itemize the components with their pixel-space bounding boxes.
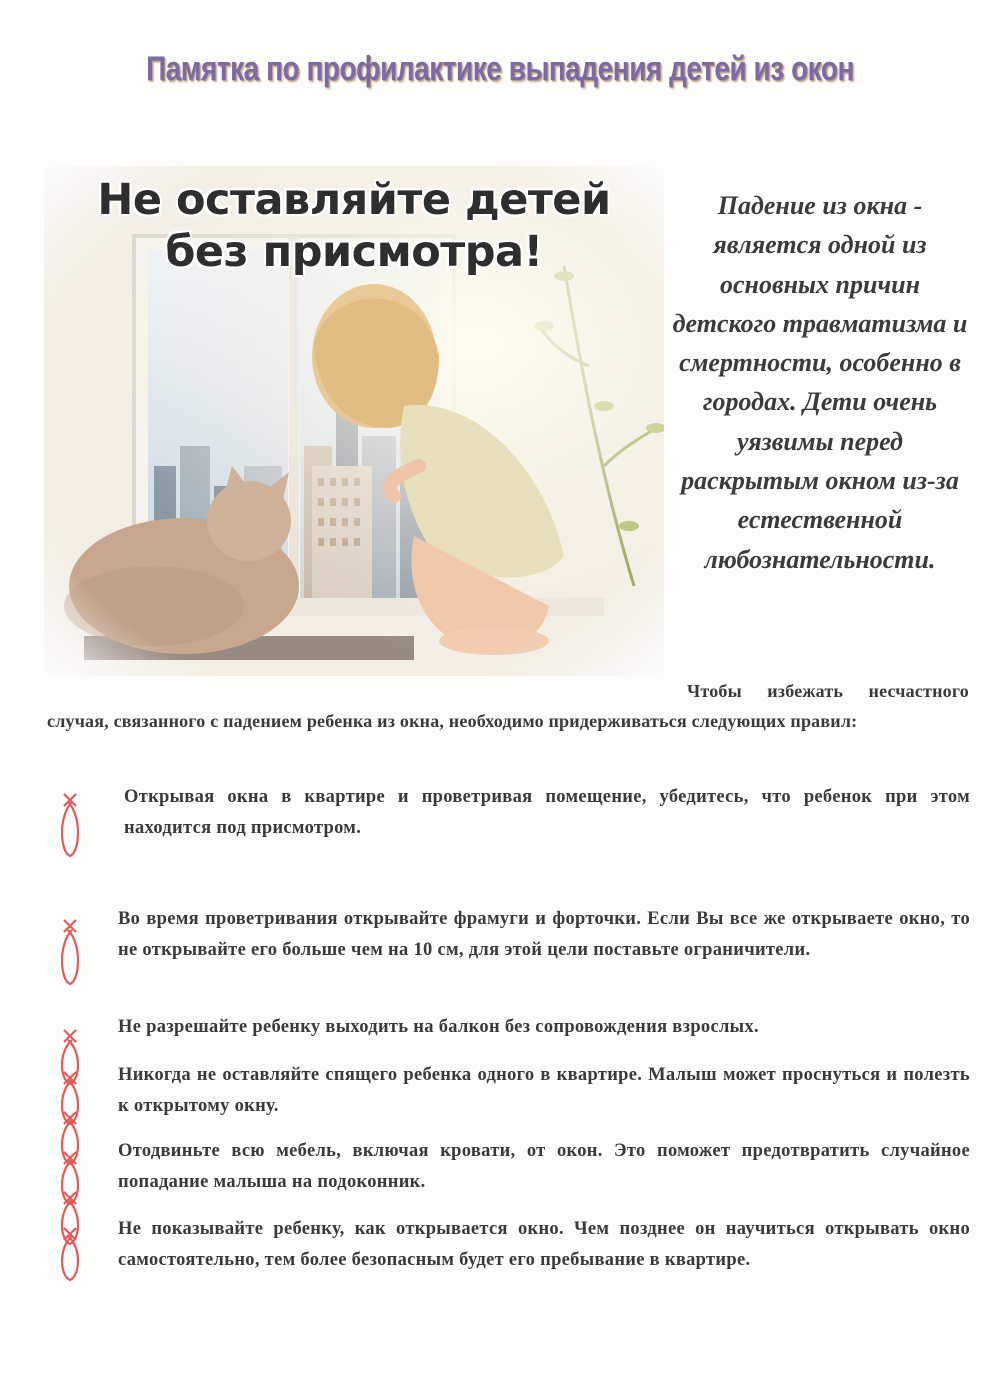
photo-heading-line-2: без присмотра! — [165, 227, 543, 277]
intro-paragraph: Чтобы избежать несчастного случая, связанного с падением ребенка из окна, необходимо придерживаться следующих правил: — [47, 681, 969, 731]
page-title: Памятка по профилактике выпадения детей из окон — [146, 50, 854, 88]
rule-item: Во время проветривания открывайте фрамуги и форточки. Если Вы все же открываете окно, то не открывайте его больше чем на 10 см, для этой цели поставьте ограничители. — [118, 909, 970, 960]
decorative-bullets — [40, 780, 120, 1300]
rule-item: Не показывайте ребенку, как открывается окно. Чем позднее он научиться открывать окно самостоятельно, тем более безопасным будет его пребывание в квартире. — [118, 1219, 970, 1270]
photo-heading-line-1: Не оставляйте детей — [97, 175, 611, 225]
rule-item: Открывая окна в квартире и проветривая помещение, убедитесь, что ребенок при этом находится под присмотром. — [124, 787, 970, 838]
red-loop-bullets-icon — [40, 780, 120, 1300]
rule-item: Не разрешайте ребенку выходить на балкон без сопровождения взрослых. — [118, 1017, 759, 1037]
illustration-photo — [44, 166, 664, 676]
side-paragraph: Падение из окна - является одной из основных причин детского травматизма и смертности, особенно в городах. Дети очень уязвимы перед раскрытым окном из-за естественной любознательности. — [672, 191, 968, 574]
rule-item: Отодвиньте всю мебель, включая кровати, от окон. Это поможет предотвратить случайное попадание малыша на подоконник. — [118, 1141, 970, 1192]
rule-item: Никогда не оставляйте спящего ребенка одного в квартире. Малыш может проснуться и полезть к открытому окну. — [118, 1065, 970, 1116]
photo-heading — [44, 174, 664, 278]
